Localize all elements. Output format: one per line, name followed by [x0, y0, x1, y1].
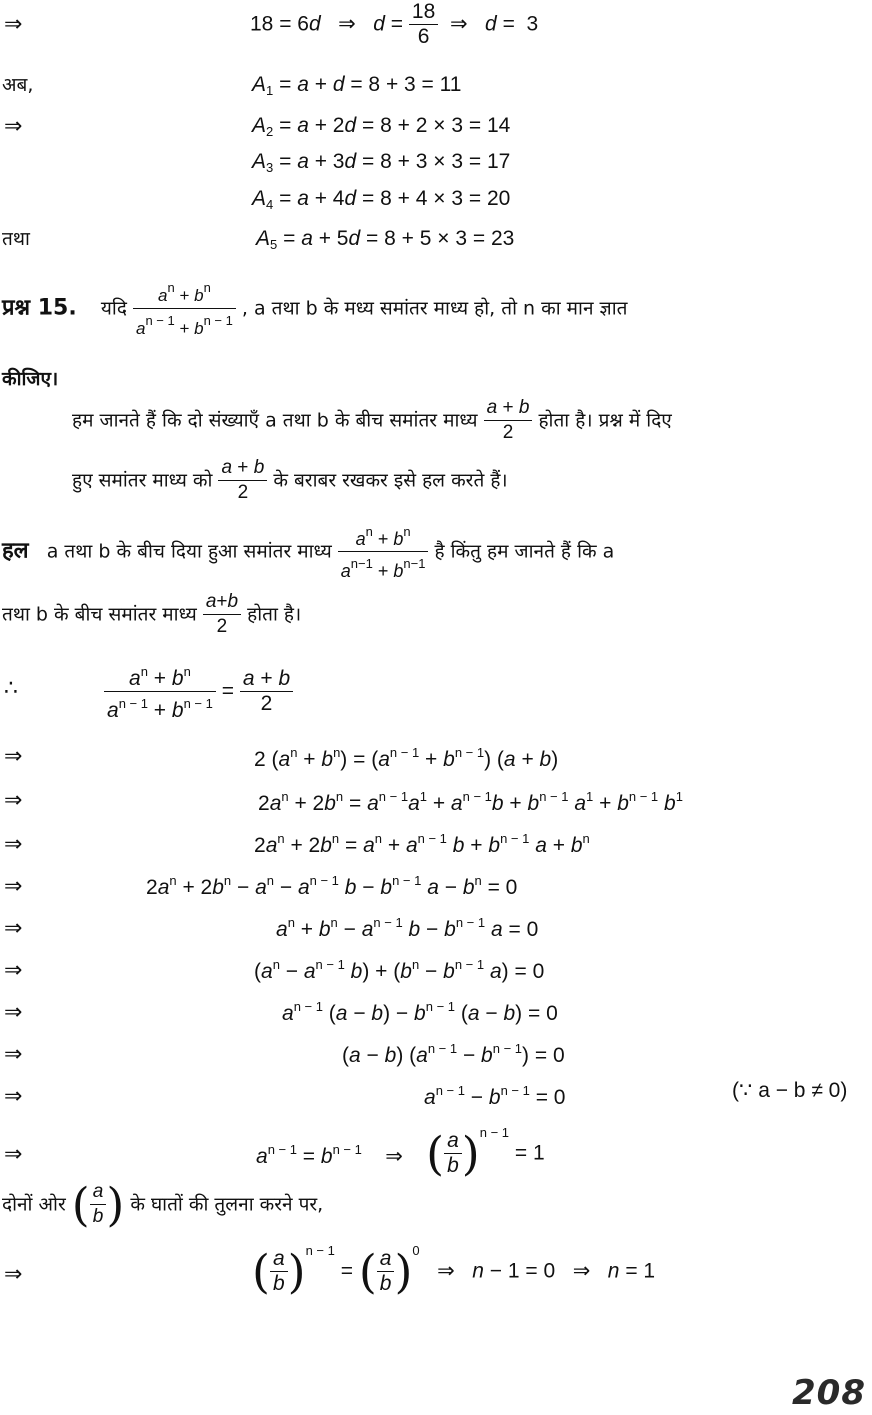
fraction-a-over-b: $\frac{a}{b}$	[377, 1247, 395, 1296]
step-5: $a^n + b^n - a^{n - 1}$ $b - b^{n - 1}$ a = 0	[276, 915, 539, 941]
implies-arrow: ⇒	[4, 114, 23, 139]
solution-line-1: हल a तथा b के बीच दिया हुआ समांतर माध्य $\frac{a^n + b^n}{a^{n-1} + b^{n-1}}$ है किंतु हम जानते हैं कि a	[2, 520, 614, 580]
implies-arrow: ⇒	[4, 1000, 23, 1025]
implies-arrow: ⇒	[4, 1262, 23, 1287]
fraction-mean: $\frac{a + b}{2}$	[484, 396, 533, 445]
hint-line-2: हुए समांतर माध्य को $\frac{a + b}{2}$ के बराबर रखकर इसे हल करते हैं।	[72, 457, 508, 503]
equation-setup: $\frac{a^n + b^n}{a^{n - 1} + b^{n - 1}}$ = $\frac{a + b}{2}$	[104, 660, 293, 720]
page-number: 208	[792, 1373, 866, 1413]
implies-arrow: ⇒	[4, 958, 23, 983]
label-ab: अब,	[2, 74, 34, 96]
equation-a3: $A_3 = a + 3d = 8 + 3 \times 3 = 17$	[252, 150, 511, 175]
fraction-a-over-b: $\frac{a}{b}$	[444, 1129, 462, 1178]
fraction-a-over-b: $\frac{a}{b}$	[270, 1247, 288, 1296]
hint-line-1: हम जानते हैं कि दो संख्याएँ a तथा b के बीच समांतर माध्य $\frac{a + b}{2}$ होता है। प्रश्न में दिए	[72, 397, 672, 443]
fraction-given-mean: $\frac{a^n + b^n}{a^{n-1} + b^{n-1}}$	[338, 520, 429, 583]
question-yadi: यदि	[100, 297, 127, 320]
implies-arrow: ⇒	[4, 1142, 23, 1167]
equation-d: 18 = 6d ⇒ d = $\frac{18}{6}$ ⇒ d = 3	[250, 0, 539, 48]
solution-line-2: तथा b के बीच समांतर माध्य $\frac{a+b}{2}$ होता है।	[2, 591, 302, 637]
step-9: $a^{n - 1} - b^{n - 1} = 0$	[424, 1083, 566, 1109]
therefore-symbol: ∴	[4, 676, 18, 701]
fraction-a-over-b: $\frac{a}{b}$	[90, 1180, 107, 1229]
equation-a1: $A_1 = a + d = 8 + 3 = 11$	[252, 73, 462, 98]
implies-arrow: ⇒	[4, 1042, 23, 1067]
fraction-mean: $\frac{a+b}{2}$	[203, 590, 241, 639]
condition-note: (∵ a − b ≠ 0)	[732, 1079, 848, 1102]
equation-a5: $A_5 = a + 5d = 8 + 5 \times 3 = 23$	[256, 227, 515, 252]
step-10: $a^{n - 1} = b^{n - 1}$ ⇒ ( $\frac{a}{b}$ )$^{n - 1}$ = 1	[256, 1125, 545, 1181]
implies-arrow: ⇒	[4, 788, 23, 813]
implies-arrow: ⇒	[4, 874, 23, 899]
fraction-mean: $\frac{a + b}{2}$	[218, 456, 267, 505]
question-text: , a तथा b के मध्य समांतर माध्य हो, तो n का मान ज्ञात	[241, 297, 628, 320]
step-4: $2a^n + 2b^n - a^n - a^{n - 1}$ $b - b^{n - 1}$ $a - b^n = 0$	[146, 873, 518, 899]
step-7: $a^{n - 1}$ $(a - b) - b^{n - 1}$ (a − b) = 0	[282, 999, 558, 1025]
question-15	[2, 276, 627, 340]
implies-arrow: ⇒	[4, 744, 23, 769]
question-end: कीजिए।	[2, 368, 59, 390]
step-2: $2a^n + 2b^n = a^{n - 1}a^1 + a^{n - 1}b + b^{n - 1}$ $a^1 + b^{n - 1}$ $b^1$	[258, 789, 683, 815]
fraction-rhs: $\frac{a + b}{2}$	[240, 667, 293, 716]
step-1: 2 $(a^n + b^n) = (a^{n - 1} + b^{n - 1}) (a + b)$	[254, 745, 559, 771]
fraction-question: $\frac{a^n + b^n}{a^{n - 1} + b^{n - 1}}$	[133, 276, 236, 341]
fraction-18-6: $\frac{18}{6}$	[409, 0, 438, 49]
step-6: ($a^n - a^{n - 1}$ $b) + (b^n - b^{n - 1}$ a) = 0	[254, 957, 545, 983]
solution-label: हल	[2, 538, 29, 564]
implies-arrow: ⇒	[4, 832, 23, 857]
equation-a2: $A_2 = a + 2d = 8 + 2 \times 3 = 14$	[252, 114, 511, 139]
implies-arrow: ⇒	[4, 1084, 23, 1109]
equation-a4: $A_4 = a + 4d = 8 + 4 \times 3 = 20$	[252, 187, 511, 212]
step-8: (a − b) $(a^{n - 1} - b^{n - 1}) = 0$	[342, 1041, 565, 1067]
final-step: ( $\frac{a}{b}$ )$^{n - 1}$ = ( $\frac{a}{b}$ )$^0$ ⇒ n − 1 = 0 ⇒ n = 1	[252, 1243, 656, 1299]
step-3: $2a^n + 2b^n = a^n + a^{n - 1}$ $b + b^{n - 1}$ $a + b^n$	[254, 831, 590, 857]
implies-arrow: ⇒	[4, 12, 23, 37]
implies-arrow: ⇒	[4, 916, 23, 941]
compare-powers-line: दोनों ओर ( $\frac{a}{b}$ ) के घातों की तुलना करने पर,	[2, 1177, 324, 1232]
fraction-lhs: $\frac{a^n + b^n}{a^{n - 1} + b^{n - 1}}$	[104, 660, 216, 723]
question-number: प्रश्न 15.	[2, 295, 77, 321]
label-tatha: तथा	[2, 228, 30, 250]
